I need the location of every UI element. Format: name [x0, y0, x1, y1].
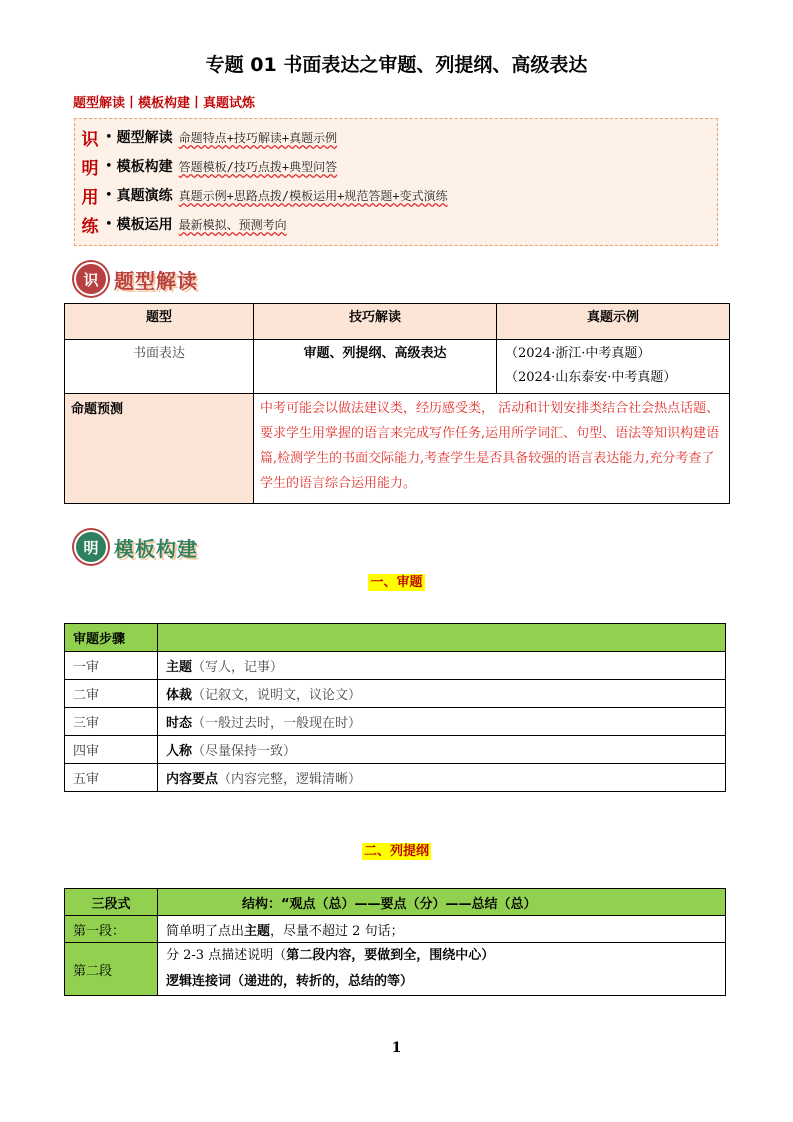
overview-row — [75, 152, 337, 180]
overview-desc: 真题示例+思路点拨/模板运用+规范答题+变式演练 — [178, 188, 448, 203]
predict-text: 中考可能会以做法建议类，经历感受类， 活动和计划安排类结合社会热点话题、要求学生用掌握的语言来完成写作任务,运用所学词汇、句型、语法等知识构建语篇,检测学生的书面交际能力,考查学生是否具备较强的语言表达能力,充分考查了学生的语言综合运用能力。 — [254, 394, 730, 504]
overview-label: 题型解读 — [116, 130, 173, 146]
step-label: 二审 — [65, 680, 158, 708]
table-cell — [158, 652, 726, 680]
step-note: （一般过去时，一般现在时） — [192, 716, 362, 731]
overview-char: 用 — [81, 187, 99, 208]
overview-row — [75, 181, 448, 209]
example-1: （2024·浙江·中考真题） — [505, 346, 651, 361]
badge-title: 模板构建 — [114, 536, 198, 561]
overview-desc: 答题模板/技巧点拨+典型问答 — [178, 159, 338, 174]
cell-line: 逻辑连接词（递进的，转折的，总结的等） — [166, 974, 414, 989]
section-badge-template — [74, 530, 198, 564]
table-cell: 审题、列提纲、高级表达 — [254, 340, 497, 394]
cell-text: 分 2-3 点描述说明（ — [166, 948, 287, 963]
table-header: 技巧解读 — [254, 304, 497, 340]
badge-icon: 明 — [74, 530, 108, 564]
table-header — [158, 624, 726, 652]
table-cell — [158, 943, 726, 996]
bullet-icon: • — [105, 158, 113, 174]
table-header: 三段式 — [65, 889, 158, 916]
overview-desc: 最新模拟、预测考向 — [178, 217, 287, 232]
badge-icon: 识 — [74, 262, 108, 296]
row-label: 第二段 — [65, 943, 158, 996]
table-cell: 书面表达 — [65, 340, 254, 394]
cell-bold: 第二段内容，要做到全，围绕中心） — [286, 948, 495, 963]
table-cell — [158, 764, 726, 792]
table-row — [65, 340, 730, 394]
table-row — [65, 680, 726, 708]
section-heading: 二、列提纲 — [363, 844, 429, 859]
table-row — [65, 624, 726, 652]
bullet-icon: • — [105, 187, 113, 203]
page-number: 1 — [391, 1040, 402, 1056]
cell-text: ，尽量不超过 2 句话； — [270, 923, 404, 939]
step-label: 四审 — [65, 736, 158, 764]
step-key: 内容要点 — [166, 772, 219, 787]
overview-desc: 命题特点+技巧解读+真题示例 — [178, 130, 338, 145]
row-label: 第一段： — [65, 916, 158, 943]
overview-char: 练 — [81, 216, 99, 237]
step-note: （尽量保持一致） — [192, 744, 297, 759]
table-row — [65, 943, 726, 996]
step-key: 人称 — [166, 744, 193, 759]
bullet-icon: • — [105, 216, 113, 232]
outline-table — [64, 888, 726, 996]
step-note: （写人，记事） — [192, 660, 284, 675]
overview-char: 识 — [81, 129, 99, 150]
table-cell — [158, 708, 726, 736]
table-row — [65, 652, 726, 680]
overview-row — [75, 123, 337, 151]
table-row — [65, 736, 726, 764]
table-cell — [158, 680, 726, 708]
overview-char: 明 — [81, 158, 99, 179]
example-2: （2024·山东泰安·中考真题） — [505, 370, 677, 385]
table-row — [65, 889, 726, 916]
step-note: （内容完整，逻辑清晰） — [218, 772, 362, 787]
table-cell — [158, 736, 726, 764]
table-row — [65, 394, 730, 504]
cell-bold: 主题 — [244, 923, 271, 939]
table-row — [65, 708, 726, 736]
table-header: 真题示例 — [497, 304, 730, 340]
table-header: 题型 — [65, 304, 254, 340]
predict-label: 命题预测 — [65, 394, 254, 504]
step-note: （记叙文，说明文，议论文） — [192, 688, 362, 703]
step-key: 时态 — [166, 716, 193, 731]
overview-box — [74, 118, 718, 246]
table-row — [65, 916, 726, 943]
section-heading-wrap — [0, 571, 793, 590]
review-table — [64, 623, 726, 792]
table-header: 审题步骤 — [65, 624, 158, 652]
step-key: 体裁 — [166, 688, 193, 703]
bullet-icon: • — [105, 129, 113, 145]
step-key: 主题 — [166, 660, 193, 675]
step-label: 一审 — [65, 652, 158, 680]
table-row — [65, 764, 726, 792]
nav-links: 题型解读丨模板构建丨真题试炼 — [73, 96, 256, 111]
badge-title: 题型解读 — [114, 268, 198, 293]
overview-row — [75, 210, 287, 238]
overview-label: 模板运用 — [116, 217, 173, 233]
section-heading-wrap — [0, 840, 793, 859]
table-cell — [158, 916, 726, 943]
cell-line — [166, 943, 717, 969]
step-label: 三审 — [65, 708, 158, 736]
section-badge-analysis — [74, 262, 198, 296]
overview-label: 真题演练 — [116, 188, 173, 204]
section-heading: 一、审题 — [370, 575, 423, 590]
page-title: 专题 01 书面表达之审题、列提纲、高级表达 — [205, 54, 588, 76]
cell-text: 简单明了点出 — [166, 923, 245, 939]
step-label: 五审 — [65, 764, 158, 792]
table-header: 结构：“观点（总）——要点（分）——总结（总） — [158, 889, 726, 916]
table-cell — [497, 340, 730, 394]
overview-label: 模板构建 — [116, 159, 173, 175]
analysis-table — [64, 303, 730, 504]
